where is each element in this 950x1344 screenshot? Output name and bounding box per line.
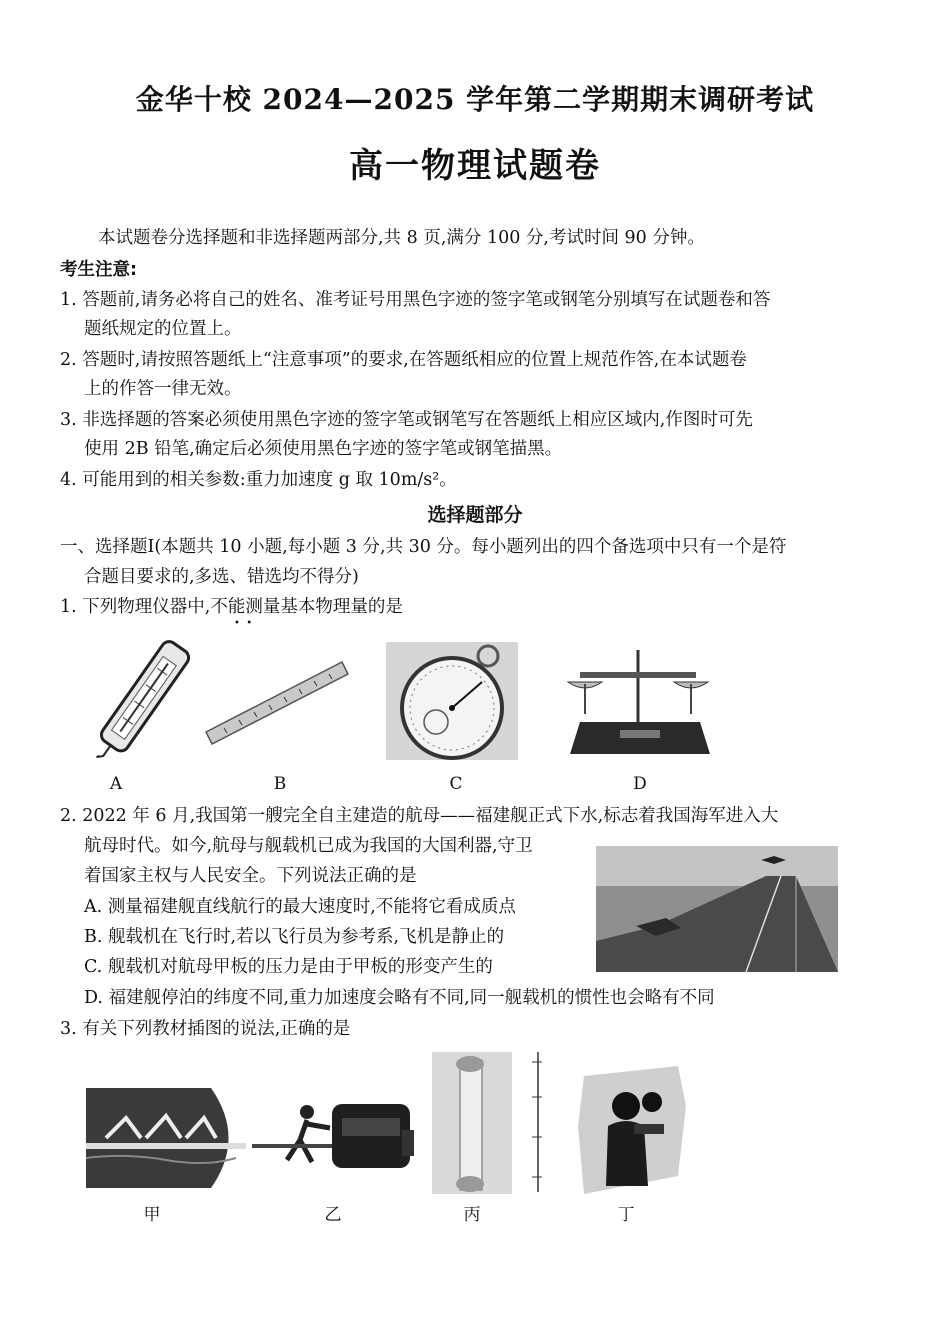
part-description-line1: 一、选择题Ⅰ(本题共 10 小题,每小题 3 分,共 30 分。每小题列出的四个备选项中只有一个是符	[60, 537, 787, 557]
part-description-line2: 合题目要求的,多选、错选均不得分)	[84, 567, 359, 587]
q2-option-b: B. 舰载机在飞行时,若以飞行员为参考系,飞机是静止的	[84, 927, 505, 947]
q3-label-jia: 甲	[143, 1205, 161, 1225]
q3-label-bing: 丙	[463, 1205, 481, 1225]
notice-item-4: 4. 可能用到的相关参数:重力加速度 g 取 10m/s²。	[60, 470, 457, 490]
question-2-line3: 着国家主权与人民安全。下列说法正确的是	[84, 866, 417, 886]
q3-label-ding: 丁	[617, 1205, 635, 1225]
spring-scale-image	[86, 630, 196, 775]
q1-label-d: D	[633, 774, 647, 794]
ruler-reaction-image	[432, 1052, 544, 1194]
q2-option-a: A. 测量福建舰直线航行的最大速度时,不能将它看成质点	[84, 897, 516, 917]
q3-label-yi: 乙	[324, 1205, 342, 1225]
rowing-image	[86, 1088, 246, 1188]
q1-label-c: C	[449, 774, 463, 794]
question-1-stem: 1. 下列物理仪器中,不能测量基本物理量的是	[60, 597, 403, 617]
exam-title: 金华十校 2024—2025 学年第二学期期末调研考试	[135, 83, 815, 116]
q2-option-c: C. 舰载机对航母甲板的压力是由于甲板的形变产生的	[84, 957, 493, 977]
notice-item-2-line2: 上的作答一律无效。	[84, 379, 242, 399]
pushing-sofa-image	[252, 1100, 420, 1172]
q1-label-a: A	[109, 774, 123, 794]
question-3-stem: 3. 有关下列教材插图的说法,正确的是	[60, 1019, 351, 1039]
exam-subtitle: 高一物理试题卷	[349, 146, 601, 186]
section-title: 选择题部分	[427, 504, 523, 526]
notice-item-3-line1: 3. 非选择题的答案必须使用黑色字迹的签字笔或钢笔写在答题纸上相应区域内,作图时可先	[60, 410, 753, 430]
notice-item-3-line2: 使用 2B 铅笔,确定后必须使用黑色字迹的签字笔或钢笔描黑。	[84, 439, 563, 459]
aircraft-carrier-image	[596, 846, 838, 972]
question-2-line2: 航母时代。如今,航母与舰载机已成为我国的大国利器,守卫	[84, 836, 533, 856]
ruler-image	[204, 660, 349, 745]
q1-label-b: B	[273, 774, 287, 794]
notice-item-1-line2: 题纸规定的位置上。	[84, 319, 242, 339]
notice-item-1-line1: 1. 答题前,请务必将自己的姓名、准考证号用黑色字迹的签字笔或钢笔分别填写在试题卷和答	[60, 290, 771, 310]
spinning-figure-image	[578, 1066, 686, 1194]
emphasis-dots: • •	[234, 618, 253, 629]
balance-scale-image	[560, 642, 720, 762]
question-2-line1: 2. 2022 年 6 月,我国第一艘完全自主建造的航母——福建舰正式下水,标志着我国海军进入大	[60, 806, 779, 826]
stopwatch-image	[386, 642, 518, 760]
notice-heading: 考生注意:	[60, 260, 137, 280]
intro-text: 本试题卷分选择题和非选择题两部分,共 8 页,满分 100 分,考试时间 90 分钟。	[98, 228, 705, 248]
notice-item-2-line1: 2. 答题时,请按照答题纸上“注意事项”的要求,在答题纸相应的位置上规范作答,在本试题卷	[60, 350, 747, 370]
q2-option-d: D. 福建舰停泊的纬度不同,重力加速度会略有不同,同一舰载机的惯性也会略有不同	[84, 988, 715, 1008]
